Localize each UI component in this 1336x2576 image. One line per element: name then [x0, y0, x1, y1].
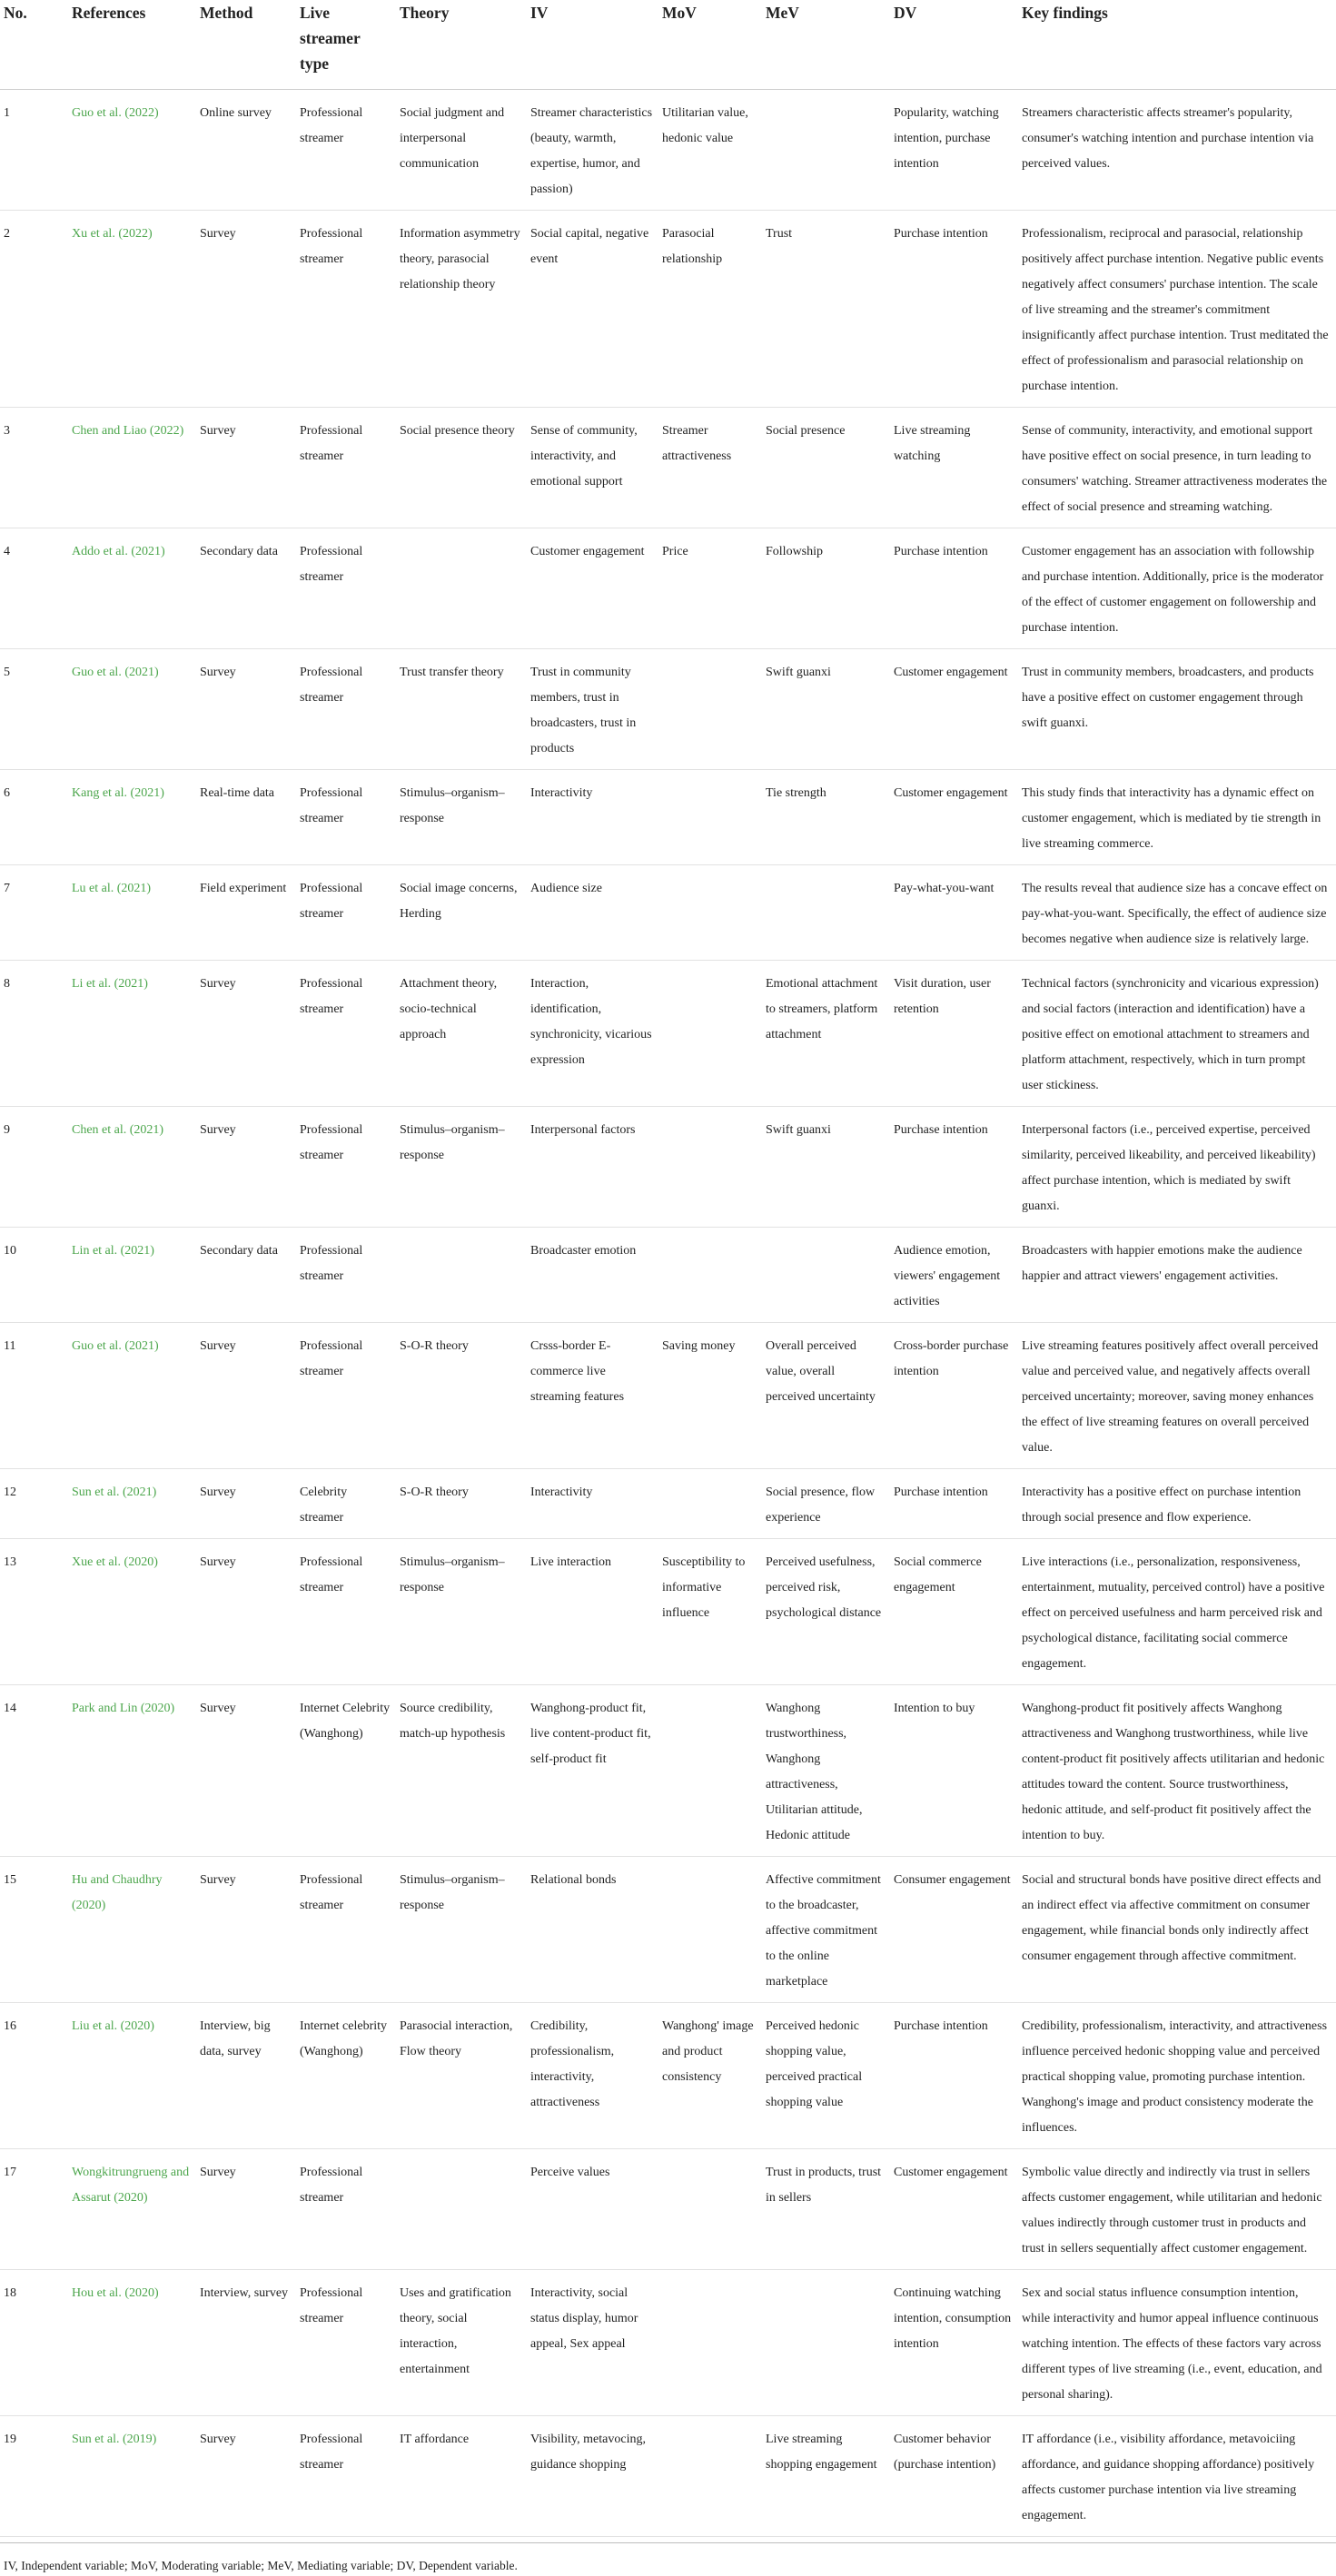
theory-cell: Social presence theory — [400, 408, 530, 528]
streamer-type-cell: Professional streamer — [300, 2416, 400, 2537]
dv-cell: Social commerce engagement — [894, 1539, 1022, 1685]
mev-cell: Trust — [766, 211, 894, 408]
reference-link[interactable]: Lin et al. (2021) — [72, 1228, 200, 1323]
streamer-type-cell: Professional streamer — [300, 961, 400, 1107]
reference-link[interactable]: Xu et al. (2022) — [72, 211, 200, 408]
iv-cell: Relational bonds — [530, 1857, 662, 2003]
column-header-key-findings: Key findings — [1022, 0, 1336, 90]
key-findings-cell: The results reveal that audience size has a concave effect on pay-what-you-want. Specifically, the effect of audience size becomes negative when audience size is relatively large. — [1022, 865, 1336, 961]
theory-cell — [400, 2149, 530, 2270]
reference-link[interactable]: Chen and Liao (2022) — [72, 408, 200, 528]
mov-cell: Price — [662, 528, 766, 649]
theory-cell: Trust transfer theory — [400, 649, 530, 770]
iv-cell: Audience size — [530, 865, 662, 961]
theory-cell: Attachment theory, socio-technical approach — [400, 961, 530, 1107]
iv-cell: Perceive values — [530, 2149, 662, 2270]
method-cell: Interview, survey — [200, 2270, 300, 2416]
column-header-method: Method — [200, 0, 300, 90]
row-number: 4 — [0, 528, 72, 649]
column-header-mev: MeV — [766, 0, 894, 90]
dv-cell: Customer engagement — [894, 2149, 1022, 2270]
mev-cell: Overall perceived value, overall perceived uncertainty — [766, 1323, 894, 1469]
theory-cell: Source credibility, match-up hypothesis — [400, 1685, 530, 1857]
reference-link[interactable]: Kang et al. (2021) — [72, 770, 200, 865]
table-body — [0, 90, 1336, 2537]
key-findings-cell: Interactivity has a positive effect on purchase intention through social presence and flow experience. — [1022, 1469, 1336, 1539]
theory-cell: IT affordance — [400, 2416, 530, 2537]
method-cell: Online survey — [200, 90, 300, 211]
method-cell: Survey — [200, 1539, 300, 1685]
streamer-type-cell: Celebrity streamer — [300, 1469, 400, 1539]
method-cell: Real-time data — [200, 770, 300, 865]
streamer-type-cell: Professional streamer — [300, 408, 400, 528]
mev-cell: Wanghong trustworthiness, Wanghong attractiveness, Utilitarian attitude, Hedonic attitude — [766, 1685, 894, 1857]
row-number: 13 — [0, 1539, 72, 1685]
row-number: 15 — [0, 1857, 72, 2003]
theory-cell: Social image concerns, Herding — [400, 865, 530, 961]
method-cell: Secondary data — [200, 528, 300, 649]
mev-cell: Trust in products, trust in sellers — [766, 2149, 894, 2270]
mov-cell — [662, 2149, 766, 2270]
theory-cell — [400, 1228, 530, 1323]
key-findings-cell: This study finds that interactivity has a dynamic effect on customer engagement, which is mediated by tie strength in live streaming commerce. — [1022, 770, 1336, 865]
iv-cell: Streamer characteristics (beauty, warmth, expertise, humor, and passion) — [530, 90, 662, 211]
iv-cell: Visibility, metavocing, guidance shopping — [530, 2416, 662, 2537]
mev-cell: Swift guanxi — [766, 649, 894, 770]
table-row — [0, 865, 1336, 961]
table-row — [0, 1107, 1336, 1228]
mov-cell: Parasocial relationship — [662, 211, 766, 408]
theory-cell: Information asymmetry theory, parasocial relationship theory — [400, 211, 530, 408]
streamer-type-cell: Professional streamer — [300, 2270, 400, 2416]
reference-link[interactable]: Wongkitrungrueng and Assarut (2020) — [72, 2149, 200, 2270]
column-header-theory: Theory — [400, 0, 530, 90]
mev-cell — [766, 2270, 894, 2416]
dv-cell: Purchase intention — [894, 528, 1022, 649]
reference-link[interactable]: Guo et al. (2022) — [72, 90, 200, 211]
key-findings-cell: IT affordance (i.e., visibility affordance, metavoiciing affordance, and guidance shopping affordance) positively affects customer purchase intention via live streaming engagement. — [1022, 2416, 1336, 2537]
table-row — [0, 2270, 1336, 2416]
streamer-type-cell: Professional streamer — [300, 211, 400, 408]
theory-cell — [400, 528, 530, 649]
mev-cell: Social presence — [766, 408, 894, 528]
dv-cell: Cross-border purchase intention — [894, 1323, 1022, 1469]
row-number: 3 — [0, 408, 72, 528]
mev-cell: Tie strength — [766, 770, 894, 865]
iv-cell: Credibility, professionalism, interactivity, attractiveness — [530, 2003, 662, 2149]
iv-cell: Interactivity, social status display, humor appeal, Sex appeal — [530, 2270, 662, 2416]
streamer-type-cell: Professional streamer — [300, 770, 400, 865]
mov-cell: Saving money — [662, 1323, 766, 1469]
key-findings-cell: Wanghong-product fit positively affects Wanghong attractiveness and Wanghong trustworthiness, while live content-product fit positively affects utilitarian and hedonic attitudes toward the content. Source trustworthiness, hedonic attitude, and self-product fit positively affect the intention to buy. — [1022, 1685, 1336, 1857]
dv-cell: Audience emotion, viewers' engagement activities — [894, 1228, 1022, 1323]
method-cell: Survey — [200, 408, 300, 528]
mev-cell: Emotional attachment to streamers, platform attachment — [766, 961, 894, 1107]
row-number: 2 — [0, 211, 72, 408]
dv-cell: Purchase intention — [894, 1107, 1022, 1228]
mev-cell: Affective commitment to the broadcaster, affective commitment to the online marketplace — [766, 1857, 894, 2003]
iv-cell: Interaction, identification, synchronicity, vicarious expression — [530, 961, 662, 1107]
mev-cell: Followship — [766, 528, 894, 649]
theory-cell: Uses and gratification theory, social interaction, entertainment — [400, 2270, 530, 2416]
dv-cell: Purchase intention — [894, 1469, 1022, 1539]
reference-link[interactable]: Hou et al. (2020) — [72, 2270, 200, 2416]
key-findings-cell: Live interactions (i.e., personalization, responsiveness, entertainment, mutuality, perceived control) have a positive effect on perceived usefulness and harm perceived risk and psychological distance, facilitating social commerce engagement. — [1022, 1539, 1336, 1685]
theory-cell: Social judgment and interpersonal communication — [400, 90, 530, 211]
row-number: 5 — [0, 649, 72, 770]
method-cell: Survey — [200, 2149, 300, 2270]
column-header-streamer-type: Live streamer type — [300, 0, 400, 90]
method-cell: Survey — [200, 1857, 300, 2003]
mev-cell: Swift guanxi — [766, 1107, 894, 1228]
mov-cell — [662, 1685, 766, 1857]
dv-cell: Live streaming watching — [894, 408, 1022, 528]
method-cell: Survey — [200, 961, 300, 1107]
key-findings-cell: Sense of community, interactivity, and emotional support have positive effect on social presence, in turn leading to consumers' watching. Streamer attractiveness moderates the effect of social presence and streaming watching. — [1022, 408, 1336, 528]
table-row — [0, 2416, 1336, 2537]
row-number: 6 — [0, 770, 72, 865]
streamer-type-cell: Professional streamer — [300, 1539, 400, 1685]
dv-cell: Visit duration, user retention — [894, 961, 1022, 1107]
method-cell: Survey — [200, 1323, 300, 1469]
streamer-type-cell: Internet celebrity (Wanghong) — [300, 2003, 400, 2149]
mov-cell — [662, 649, 766, 770]
mov-cell — [662, 961, 766, 1107]
theory-cell: Stimulus–organism–response — [400, 1857, 530, 2003]
streamer-type-cell: Professional streamer — [300, 2149, 400, 2270]
streamer-type-cell: Professional streamer — [300, 1857, 400, 2003]
table-row — [0, 90, 1336, 211]
dv-cell: Customer engagement — [894, 649, 1022, 770]
reference-link[interactable]: Hu and Chaudhry (2020) — [72, 1857, 200, 2003]
dv-cell: Intention to buy — [894, 1685, 1022, 1857]
iv-cell: Wanghong-product fit, live content-product fit, self-product fit — [530, 1685, 662, 1857]
reference-link[interactable]: Park and Lin (2020) — [72, 1685, 200, 1857]
key-findings-cell: Interpersonal factors (i.e., perceived expertise, perceived similarity, perceived likeability, and perceived likeability) affect purchase intention, which is mediated by swift guanxi. — [1022, 1107, 1336, 1228]
mov-cell: Susceptibility to informative influence — [662, 1539, 766, 1685]
iv-cell: Crsss-border E-commerce live streaming features — [530, 1323, 662, 1469]
iv-cell: Interpersonal factors — [530, 1107, 662, 1228]
mov-cell — [662, 2416, 766, 2537]
table-row — [0, 528, 1336, 649]
method-cell: Interview, big data, survey — [200, 2003, 300, 2149]
row-number: 14 — [0, 1685, 72, 1857]
table-row — [0, 649, 1336, 770]
theory-cell: Stimulus–organism–response — [400, 770, 530, 865]
iv-cell: Social capital, negative event — [530, 211, 662, 408]
iv-cell: Interactivity — [530, 1469, 662, 1539]
streamer-type-cell: Professional streamer — [300, 1228, 400, 1323]
dv-cell: Customer engagement — [894, 770, 1022, 865]
method-cell: Secondary data — [200, 1228, 300, 1323]
table-footnote: IV, Independent variable; MoV, Moderating variable; MeV, Mediating variable; DV, Dependent variable. — [0, 2542, 1336, 2576]
key-findings-cell: Live streaming features positively affect overall perceived value and perceived value, and negatively affects overall perceived uncertainty; moreover, saving money enhances the effect of live streaming features on overall perceived value. — [1022, 1323, 1336, 1469]
theory-cell: S-O-R theory — [400, 1469, 530, 1539]
table-row — [0, 1228, 1336, 1323]
mov-cell — [662, 1857, 766, 2003]
key-findings-cell: Broadcasters with happier emotions make the audience happier and attract viewers' engagement activities. — [1022, 1228, 1336, 1323]
row-number: 11 — [0, 1323, 72, 1469]
method-cell: Survey — [200, 1107, 300, 1228]
iv-cell: Trust in community members, trust in broadcasters, trust in products — [530, 649, 662, 770]
theory-cell: Parasocial interaction, Flow theory — [400, 2003, 530, 2149]
dv-cell: Continuing watching intention, consumption intention — [894, 2270, 1022, 2416]
reference-link[interactable]: Chen et al. (2021) — [72, 1107, 200, 1228]
key-findings-cell: Trust in community members, broadcasters, and products have a positive effect on customer engagement through swift guanxi. — [1022, 649, 1336, 770]
iv-cell: Sense of community, interactivity, and emotional support — [530, 408, 662, 528]
dv-cell: Consumer engagement — [894, 1857, 1022, 2003]
table-row — [0, 408, 1336, 528]
key-findings-cell: Social and structural bonds have positive direct effects and an indirect effect via affective commitment on consumer engagement, while financial bonds only indirectly affect consumer engagement through affective commitment. — [1022, 1857, 1336, 2003]
table-row — [0, 1685, 1336, 1857]
mev-cell — [766, 1228, 894, 1323]
streamer-type-cell: Professional streamer — [300, 528, 400, 649]
mev-cell — [766, 865, 894, 961]
column-header-mov: MoV — [662, 0, 766, 90]
table-row — [0, 2149, 1336, 2270]
reference-link[interactable]: Guo et al. (2021) — [72, 1323, 200, 1469]
streamer-type-cell: Professional streamer — [300, 649, 400, 770]
mov-cell: Utilitarian value, hedonic value — [662, 90, 766, 211]
table-row — [0, 1323, 1336, 1469]
key-findings-cell: Technical factors (synchronicity and vicarious expression) and social factors (interaction and identification) have a positive effect on emotional attachment to streamers and platform attachment, respectively, which in turn prompt user stickiness. — [1022, 961, 1336, 1107]
row-number: 18 — [0, 2270, 72, 2416]
method-cell: Survey — [200, 649, 300, 770]
column-header-references: References — [72, 0, 200, 90]
iv-cell: Interactivity — [530, 770, 662, 865]
key-findings-cell: Professionalism, reciprocal and parasocial, relationship positively affect purchase intention. Negative public events negatively affect consumers' purchase intention. The scale of live streaming and the streamer's commitment insignificantly affect purchase intention. Trust meditated the effect of professionalism and parasocial relationship on purchase intention. — [1022, 211, 1336, 408]
mev-cell: Social presence, flow experience — [766, 1469, 894, 1539]
reference-link[interactable]: Sun et al. (2019) — [72, 2416, 200, 2537]
row-number: 7 — [0, 865, 72, 961]
row-number: 1 — [0, 90, 72, 211]
row-number: 10 — [0, 1228, 72, 1323]
row-number: 19 — [0, 2416, 72, 2537]
row-number: 12 — [0, 1469, 72, 1539]
mev-cell: Live streaming shopping engagement — [766, 2416, 894, 2537]
streamer-type-cell: Professional streamer — [300, 90, 400, 211]
method-cell: Survey — [200, 1469, 300, 1539]
method-cell: Field experiment — [200, 865, 300, 961]
table-row — [0, 1857, 1336, 2003]
reference-link[interactable]: Liu et al. (2020) — [72, 2003, 200, 2149]
theory-cell: Stimulus–organism–response — [400, 1107, 530, 1228]
dv-cell: Customer behavior (purchase intention) — [894, 2416, 1022, 2537]
mov-cell — [662, 1228, 766, 1323]
iv-cell: Live interaction — [530, 1539, 662, 1685]
reference-link[interactable]: Lu et al. (2021) — [72, 865, 200, 961]
dv-cell: Purchase intention — [894, 2003, 1022, 2149]
iv-cell: Customer engagement — [530, 528, 662, 649]
mov-cell: Wanghong' image and product consistency — [662, 2003, 766, 2149]
reference-link[interactable]: Li et al. (2021) — [72, 961, 200, 1107]
dv-cell: Popularity, watching intention, purchase intention — [894, 90, 1022, 211]
iv-cell: Broadcaster emotion — [530, 1228, 662, 1323]
table-row — [0, 211, 1336, 408]
method-cell: Survey — [200, 211, 300, 408]
mov-cell — [662, 865, 766, 961]
key-findings-cell: Sex and social status influence consumption intention, while interactivity and humor appeal influence continuous watching intention. The effects of these factors vary across different types of live streaming (i.e., event, education, and personal sharing). — [1022, 2270, 1336, 2416]
mov-cell — [662, 2270, 766, 2416]
key-findings-cell: Credibility, professionalism, interactivity, and attractiveness influence perceived hedonic shopping value and perceived practical shopping value, promoting purchase intention. Wanghong's image and product consistency moderate the influences. — [1022, 2003, 1336, 2149]
table-row — [0, 1469, 1336, 1539]
theory-cell: S-O-R theory — [400, 1323, 530, 1469]
mov-cell — [662, 770, 766, 865]
mev-cell: Perceived hedonic shopping value, perceived practical shopping value — [766, 2003, 894, 2149]
method-cell: Survey — [200, 1685, 300, 1857]
streamer-type-cell: Internet Celebrity (Wanghong) — [300, 1685, 400, 1857]
dv-cell: Purchase intention — [894, 211, 1022, 408]
mov-cell: Streamer attractiveness — [662, 408, 766, 528]
column-header-iv: IV — [530, 0, 662, 90]
table-header-row — [0, 0, 1336, 90]
key-findings-cell: Streamers characteristic affects streamer's popularity, consumer's watching intention and purchase intention via perceived values. — [1022, 90, 1336, 211]
column-header-no: No. — [0, 0, 72, 90]
method-cell: Survey — [200, 2416, 300, 2537]
column-header-dv: DV — [894, 0, 1022, 90]
streamer-type-cell: Professional streamer — [300, 1107, 400, 1228]
mev-cell: Perceived usefulness, perceived risk, psychological distance — [766, 1539, 894, 1685]
key-findings-cell: Symbolic value directly and indirectly via trust in sellers affects customer engagement, while utilitarian and hedonic values indirectly through customer trust in products and trust in sellers sequentially affect customer engagement. — [1022, 2149, 1336, 2270]
table-row — [0, 2003, 1336, 2149]
mov-cell — [662, 1469, 766, 1539]
streamer-type-cell: Professional streamer — [300, 865, 400, 961]
mev-cell — [766, 90, 894, 211]
row-number: 16 — [0, 2003, 72, 2149]
streamer-type-cell: Professional streamer — [300, 1323, 400, 1469]
mov-cell — [662, 1107, 766, 1228]
table-row — [0, 770, 1336, 865]
dv-cell: Pay-what-you-want — [894, 865, 1022, 961]
reference-link[interactable]: Xue et al. (2020) — [72, 1539, 200, 1685]
row-number: 8 — [0, 961, 72, 1107]
table-row — [0, 961, 1336, 1107]
key-findings-cell: Customer engagement has an association with followship and purchase intention. Additionally, price is the moderator of the effect of customer engagement on followership and purchase intention. — [1022, 528, 1336, 649]
reference-link[interactable]: Sun et al. (2021) — [72, 1469, 200, 1539]
theory-cell: Stimulus–organism–response — [400, 1539, 530, 1685]
reference-link[interactable]: Addo et al. (2021) — [72, 528, 200, 649]
reference-link[interactable]: Guo et al. (2021) — [72, 649, 200, 770]
table-row — [0, 1539, 1336, 1685]
row-number: 17 — [0, 2149, 72, 2270]
row-number: 9 — [0, 1107, 72, 1228]
